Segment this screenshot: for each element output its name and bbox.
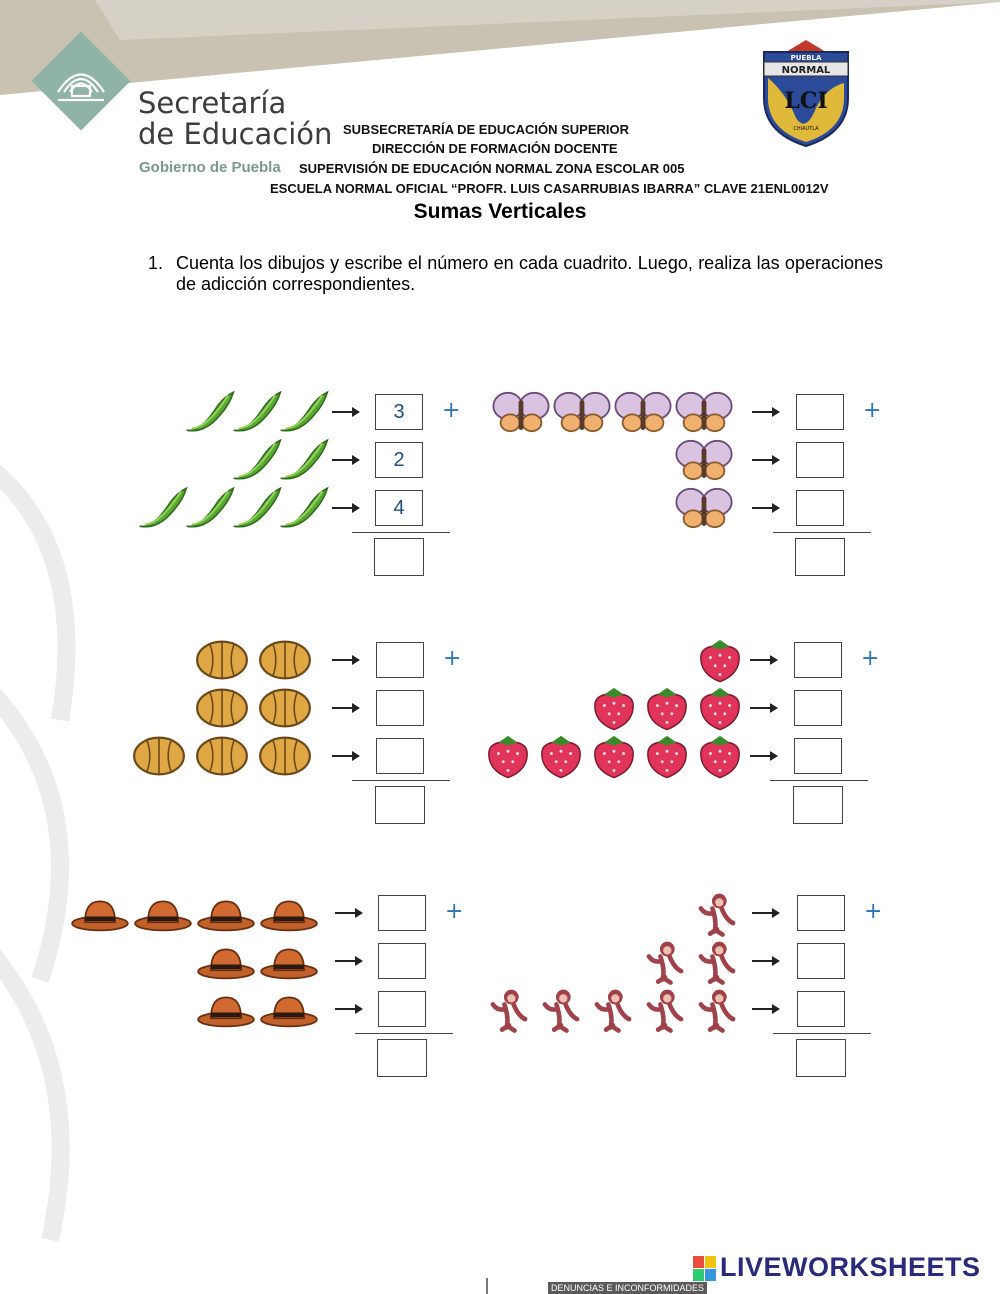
header-line-1: SUBSECRETARÍA DE EDUCACIÓN SUPERIOR — [343, 122, 630, 137]
hat-row-2-answer-box[interactable] — [378, 943, 426, 979]
svg-text:PUEBLA: PUEBLA — [790, 54, 822, 62]
hat-icon — [260, 980, 318, 1038]
strawberry-icon — [696, 732, 744, 780]
monkey-total-answer-box[interactable] — [796, 1039, 846, 1077]
background-watermark — [0, 420, 110, 1280]
strawberry-icon — [643, 684, 691, 732]
hat-icon — [134, 884, 192, 942]
arrow-right-icon — [335, 955, 363, 967]
strawberry-icon — [537, 732, 585, 780]
arrow-right-icon — [750, 750, 778, 762]
butterfly-row-3-answer-box[interactable] — [796, 490, 844, 526]
plus-sign: + — [445, 899, 464, 924]
monkey-icon — [486, 986, 532, 1032]
walnut-icon — [258, 729, 312, 783]
hat-row-1-answer-box[interactable] — [378, 895, 426, 931]
svg-text:LCI: LCI — [784, 88, 828, 114]
svg-text:NORMAL: NORMAL — [781, 65, 831, 76]
pea-pod-total-answer-box[interactable] — [374, 538, 424, 576]
arrow-right-icon — [332, 406, 360, 418]
strawberry-icon — [643, 732, 691, 780]
monkey-row-1-answer-box[interactable] — [797, 895, 845, 931]
pea-pod-row-1-answer-box[interactable]: 3 — [375, 394, 423, 430]
sum-line — [773, 1033, 871, 1034]
monkey-icon — [590, 986, 636, 1032]
monkey-row-3-answer-box[interactable] — [797, 991, 845, 1027]
walnut-row-1-answer-box[interactable] — [376, 642, 424, 678]
butterfly-icon — [491, 382, 551, 442]
hat-icon — [71, 884, 129, 942]
walnut-icon — [258, 633, 312, 687]
instruction-number: 1. — [148, 253, 164, 273]
strawberry-total-answer-box[interactable] — [793, 786, 843, 824]
arrow-right-icon — [752, 454, 780, 466]
strawberry-row-3-answer-box[interactable] — [794, 738, 842, 774]
normal-crest-icon — [756, 38, 856, 148]
walnut-row-3-answer-box[interactable] — [376, 738, 424, 774]
header-line-4: ESCUELA NORMAL OFICIAL “PROFR. LUIS CASARRUBIAS IBARRA” CLAVE 21ENL0012V — [270, 181, 829, 196]
arrow-right-icon — [332, 702, 360, 714]
plus-sign: + — [442, 398, 461, 423]
arrow-right-icon — [752, 955, 780, 967]
hat-total-answer-box[interactable] — [377, 1039, 427, 1077]
arrow-right-icon — [332, 750, 360, 762]
pea-pod-row-3-answer-box[interactable]: 4 — [375, 490, 423, 526]
arrow-right-icon — [332, 454, 360, 466]
walnut-icon — [195, 681, 249, 735]
pea-pod-icon — [184, 386, 236, 438]
educacion-text: de Educación — [138, 117, 333, 151]
butterfly-icon — [674, 478, 734, 538]
arrow-right-icon — [332, 654, 360, 666]
arrow-right-icon — [752, 1003, 780, 1015]
pea-pod-icon — [137, 482, 189, 534]
butterfly-row-2-answer-box[interactable] — [796, 442, 844, 478]
page-title: Sumas Verticales — [413, 200, 587, 223]
butterfly-icon — [552, 382, 612, 442]
footer-divider — [486, 1278, 488, 1294]
butterfly-row-1-answer-box[interactable] — [796, 394, 844, 430]
arrow-right-icon — [750, 702, 778, 714]
walnut-icon — [195, 729, 249, 783]
pea-pod-icon — [231, 482, 283, 534]
monkey-icon — [694, 890, 740, 936]
arrow-right-icon — [332, 502, 360, 514]
walnut-total-answer-box[interactable] — [375, 786, 425, 824]
strawberry-icon — [590, 684, 638, 732]
denuncias-link[interactable]: DENUNCIAS E INCONFORMIDADES — [548, 1282, 707, 1294]
sum-line — [773, 532, 871, 533]
arrow-right-icon — [752, 406, 780, 418]
pea-pod-icon — [231, 434, 283, 486]
liveworksheets-logo-icon — [693, 1256, 717, 1282]
pea-pod-row-2-answer-box[interactable]: 2 — [375, 442, 423, 478]
gobierno-text: Gobierno de Puebla — [139, 159, 281, 176]
sum-line — [355, 1033, 453, 1034]
sum-line — [770, 780, 868, 781]
monkey-icon — [538, 986, 584, 1032]
strawberry-icon — [696, 684, 744, 732]
instruction-text: Cuenta los dibujos y escribe el número en cada cuadrito. Luego, realiza las operaciones de adicción correspondientes. — [176, 253, 883, 294]
monkey-icon — [642, 938, 688, 984]
walnut-icon — [258, 681, 312, 735]
pea-pod-icon — [278, 482, 330, 534]
plus-sign: + — [861, 646, 880, 671]
arrow-right-icon — [335, 907, 363, 919]
pea-pod-icon — [278, 386, 330, 438]
walnut-icon — [132, 729, 186, 783]
pea-pod-icon — [231, 386, 283, 438]
hat-icon — [197, 980, 255, 1038]
liveworksheets-brand: LIVEWORKSHEETS — [720, 1252, 981, 1282]
strawberry-icon — [590, 732, 638, 780]
sum-line — [352, 780, 450, 781]
walnut-icon — [195, 633, 249, 687]
plus-sign: + — [863, 398, 882, 423]
header-line-3: SUPERVISIÓN DE EDUCACIÓN NORMAL ZONA ESCOLAR 005 — [299, 161, 685, 176]
strawberry-icon — [696, 636, 744, 684]
plus-sign: + — [443, 646, 462, 671]
header-line-2: DIRECCIÓN DE FORMACIÓN DOCENTE — [372, 141, 618, 156]
secretaria-text: Secretaría — [138, 86, 287, 120]
walnut-row-2-answer-box[interactable] — [376, 690, 424, 726]
monkey-icon — [642, 986, 688, 1032]
monkey-icon — [694, 938, 740, 984]
instruction — [148, 253, 883, 295]
strawberry-row-1-answer-box[interactable] — [794, 642, 842, 678]
plus-sign: + — [864, 899, 883, 924]
butterfly-total-answer-box[interactable] — [795, 538, 845, 576]
pea-pod-icon — [184, 482, 236, 534]
pea-pod-icon — [278, 434, 330, 486]
arrow-right-icon — [750, 654, 778, 666]
arrow-right-icon — [752, 907, 780, 919]
monkey-icon — [694, 986, 740, 1032]
strawberry-row-2-answer-box[interactable] — [794, 690, 842, 726]
butterfly-icon — [613, 382, 673, 442]
secretaria-logo-icon — [22, 22, 140, 140]
arrow-right-icon — [752, 502, 780, 514]
monkey-row-2-answer-box[interactable] — [797, 943, 845, 979]
arrow-right-icon — [335, 1003, 363, 1015]
sum-line — [352, 532, 450, 533]
strawberry-icon — [484, 732, 532, 780]
svg-text:CHIAUTLA: CHIAUTLA — [793, 126, 819, 132]
hat-row-3-answer-box[interactable] — [378, 991, 426, 1027]
